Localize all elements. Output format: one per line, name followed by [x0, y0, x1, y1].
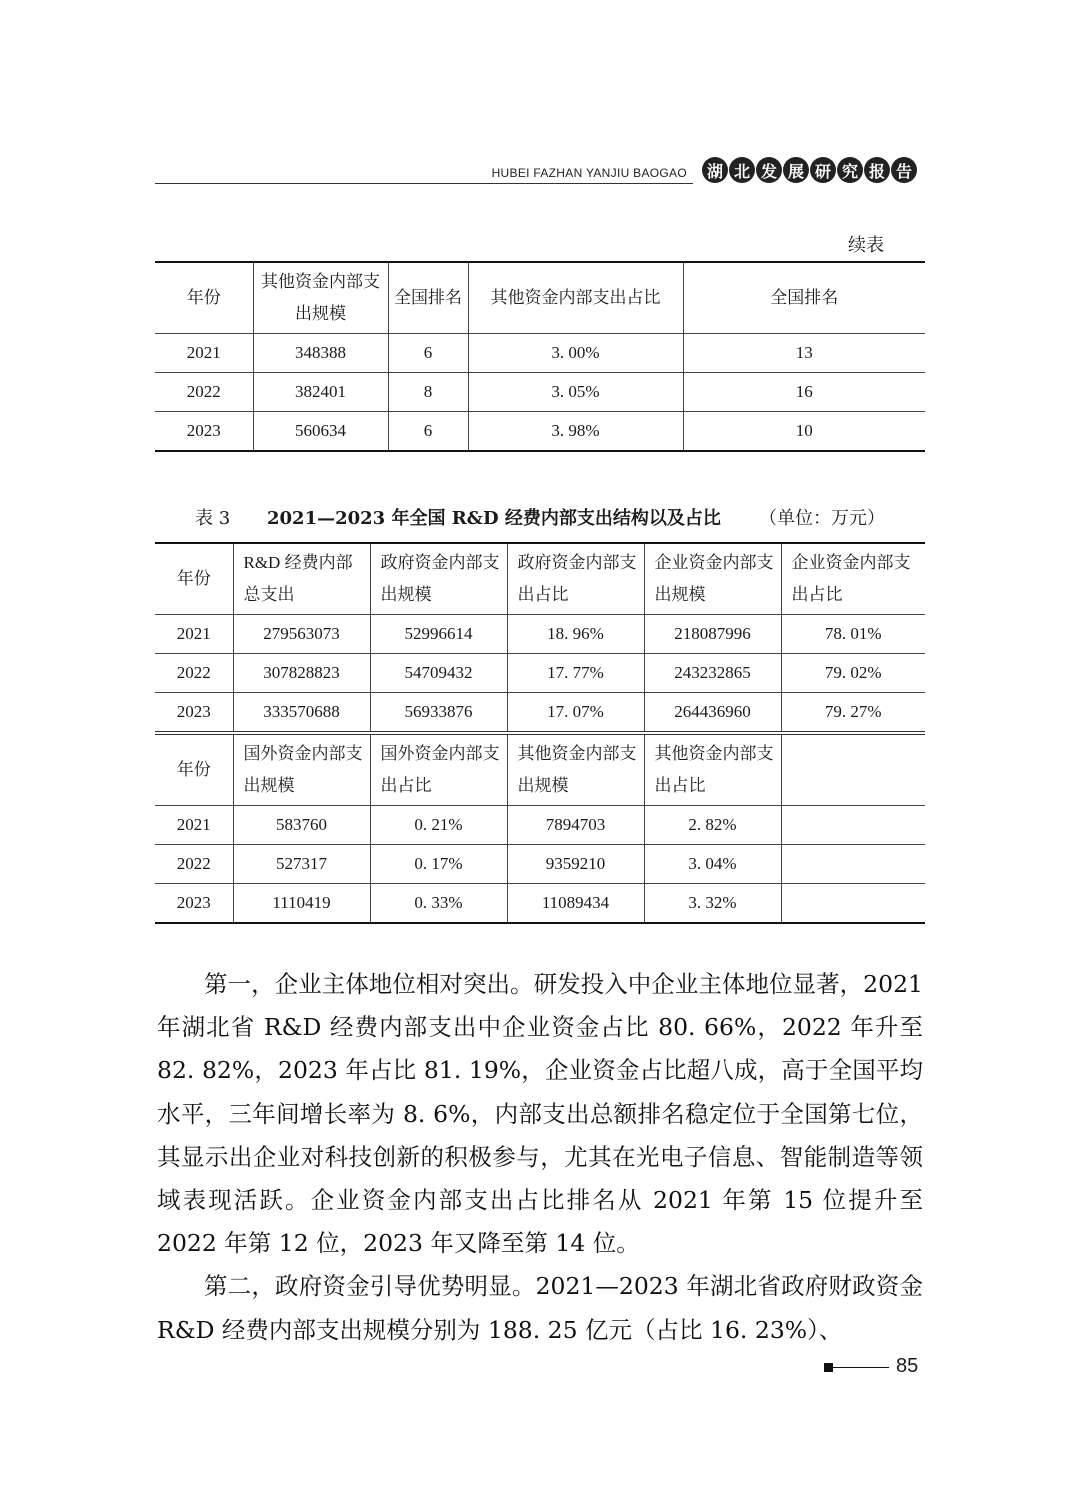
table-header-cell: 全国排名	[683, 262, 925, 334]
table3-unit: （单位：万元）	[759, 508, 885, 529]
table-cell: 78. 01%	[781, 615, 925, 654]
table-cell: 243232865	[644, 654, 781, 693]
table-cell: 56933876	[370, 693, 507, 734]
header-char: 告	[891, 157, 917, 183]
table-cell: 10	[683, 412, 925, 452]
table-cell: 279563073	[233, 615, 370, 654]
table-cell: 3. 04%	[644, 845, 781, 884]
table-row	[155, 412, 925, 452]
table-header-cell: 政府资金内部支出占比	[507, 543, 644, 615]
table-cell: 348388	[253, 334, 388, 373]
header-char: 发	[756, 157, 782, 183]
table3	[155, 542, 925, 924]
table-cell: 0. 33%	[370, 884, 507, 924]
table-cell: 6	[388, 334, 468, 373]
header-char: 报	[864, 157, 890, 183]
table-cell: 3. 98%	[468, 412, 683, 452]
table3-number: 表 3	[195, 508, 231, 529]
table-row	[155, 334, 925, 373]
header-chinese-title	[702, 157, 917, 183]
table-header-cell: 其他资金内部支出占比	[468, 262, 683, 334]
table-cell: 7894703	[507, 806, 644, 845]
table-cell: 307828823	[233, 654, 370, 693]
table-cell: 8	[388, 373, 468, 412]
table-cell: 2023	[155, 884, 233, 924]
table-cell: 3. 00%	[468, 334, 683, 373]
table-header-cell: 年份	[155, 543, 233, 615]
table-cell: 2022	[155, 845, 233, 884]
table-cell: 0. 17%	[370, 845, 507, 884]
table-cell: 79. 02%	[781, 654, 925, 693]
table-cell: 2021	[155, 615, 233, 654]
table-header-row	[155, 262, 925, 334]
header-char: 展	[783, 157, 809, 183]
header-char: 湖	[702, 157, 728, 183]
page-footer	[820, 1354, 930, 1380]
table-row	[155, 654, 925, 693]
table-cell: 2021	[155, 806, 233, 845]
table-cell: 3. 05%	[468, 373, 683, 412]
table-header-cell: 其他资金内部支出规模	[253, 262, 388, 334]
table-header-cell: 企业资金内部支出占比	[781, 543, 925, 615]
table-cell: 9359210	[507, 845, 644, 884]
table-cell: 2. 82%	[644, 806, 781, 845]
table3-caption	[155, 500, 925, 530]
page-number: 85	[896, 1355, 919, 1377]
header-char: 究	[837, 157, 863, 183]
table-cell: 17. 07%	[507, 693, 644, 734]
table-header-cell: 国外资金内部支出规模	[233, 733, 370, 806]
table-cell: 560634	[253, 412, 388, 452]
table-cell: 0. 21%	[370, 806, 507, 845]
table-cell: 583760	[233, 806, 370, 845]
table-cell: 6	[388, 412, 468, 452]
table-header-cell: 其他资金内部支出占比	[644, 733, 781, 806]
table-row	[155, 806, 925, 845]
table-header-cell: 政府资金内部支出规模	[370, 543, 507, 615]
table-row	[155, 615, 925, 654]
table-header-cell: 年份	[155, 262, 253, 334]
header-char: 研	[810, 157, 836, 183]
table-cell: 2023	[155, 412, 253, 452]
table-cell: 382401	[253, 373, 388, 412]
paragraph: 第二，政府资金引导优势明显。2021—2023 年湖北省政府财政资金 R&D 经费内部支出规模分别为 188. 25 亿元（占比 16. 23%）、	[157, 1272, 923, 1344]
table-header-row	[155, 733, 925, 806]
table-header-row	[155, 543, 925, 615]
table-header-cell: 其他资金内部支出规模	[507, 733, 644, 806]
table-cell: 13	[683, 334, 925, 373]
table-cell: 54709432	[370, 654, 507, 693]
table-cell: 1110419	[233, 884, 370, 924]
table-cell: 218087996	[644, 615, 781, 654]
table-cell: 3. 32%	[644, 884, 781, 924]
footer-square-icon	[824, 1363, 833, 1372]
table-header-cell	[781, 733, 925, 806]
body-text	[157, 963, 923, 1352]
table-cell: 333570688	[233, 693, 370, 734]
table-cell: 264436960	[644, 693, 781, 734]
table-cell: 17. 77%	[507, 654, 644, 693]
table-cell: 2022	[155, 654, 233, 693]
table-header-cell: 年份	[155, 733, 233, 806]
table-cell: 2021	[155, 334, 253, 373]
running-header	[155, 152, 925, 186]
table-cell	[781, 806, 925, 845]
table-cell: 11089434	[507, 884, 644, 924]
table3-title: 2021—2023 年全国 R&D 经费内部支出结构以及占比	[267, 508, 721, 529]
table-header-cell: R&D 经费内部总支出	[233, 543, 370, 615]
table-header-cell: 全国排名	[388, 262, 468, 334]
table-cell: 2023	[155, 693, 233, 734]
header-english-title: HUBEI FAZHAN YANJIU BAOGAO	[491, 166, 687, 180]
table-cell: 16	[683, 373, 925, 412]
table-cell: 52996614	[370, 615, 507, 654]
footer-rule	[833, 1367, 889, 1368]
table-cell: 2022	[155, 373, 253, 412]
table-row	[155, 693, 925, 734]
table-cell: 527317	[233, 845, 370, 884]
table-row	[155, 884, 925, 924]
table-row	[155, 845, 925, 884]
paragraph: 第一，企业主体地位相对突出。研发投入中企业主体地位显著，2021 年湖北省 R&D 经费内部支出中企业资金占比 80. 66%，2022 年升至 82. 82%，2023 年占比 81. 19%，企业资金占比超八成，高于全国平均水平，三年间增长率为 8. 6%，内部支出总额排名稳定位于全国第七位，其显示出企业对科技创新的积极参与，尤其在光电子信息、智能制造等领域表现活跃。企业资金内部支出占比排名从 2021 年第 15 位提升至 2022 年第 12 位，2023 年又降至第 14 位。	[157, 970, 923, 1258]
table-cell: 79. 27%	[781, 693, 925, 734]
table-header-cell: 国外资金内部支出占比	[370, 733, 507, 806]
table-row	[155, 373, 925, 412]
continued-table	[155, 261, 925, 452]
header-rule	[155, 183, 693, 184]
table-cell	[781, 845, 925, 884]
table-header-cell: 企业资金内部支出规模	[644, 543, 781, 615]
table-cell: 18. 96%	[507, 615, 644, 654]
table-cell	[781, 884, 925, 924]
header-char: 北	[729, 157, 755, 183]
continued-label: 续表	[848, 235, 884, 256]
